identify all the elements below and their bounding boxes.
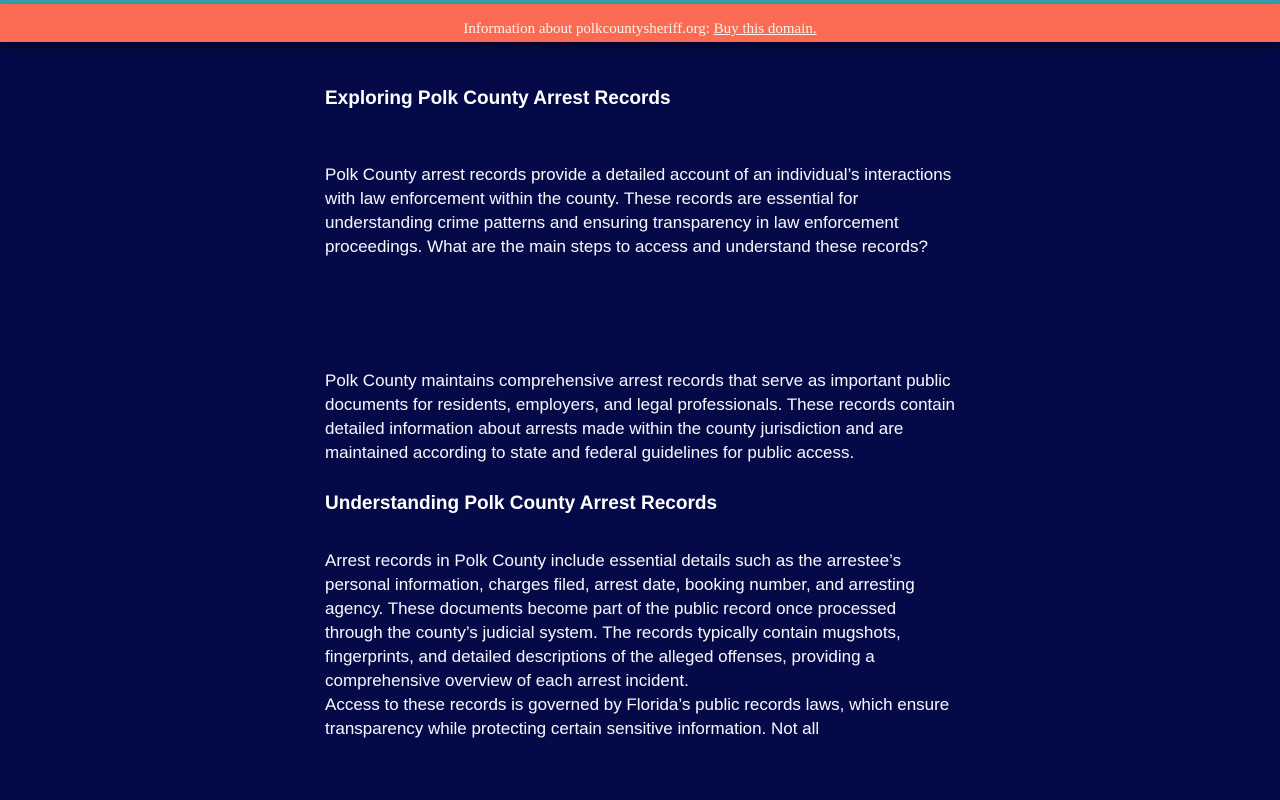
banner-text — [0, 4, 1280, 37]
paragraph-record-details: Arrest records in Polk County include essential details such as the arrestee’s personal information, charges filed, arrest date, booking number, and arresting agency. These documents become part of the public record once processed through the county’s judicial system. The records typically contain mugshots, fingerprints, and detailed descriptions of the alleged offenses, providing a comprehensive overview of each arrest incident. — [325, 551, 915, 690]
section-heading-exploring: Exploring Polk County Arrest Records — [325, 88, 671, 109]
domain-info-banner — [0, 4, 1280, 42]
paragraph-overview: Polk County maintains comprehensive arrest records that serve as important public documents for residents, employers, and legal professionals. These records contain detailed information about arrests made within the county jurisdiction and are maintained according to state and federal guidelines for public access. — [325, 371, 955, 462]
section-heading-understanding: Understanding Polk County Arrest Records — [325, 493, 718, 514]
banner-info-text: Information about polkcountysheriff.org: — [463, 21, 710, 37]
article-content — [325, 42, 955, 741]
paragraph-access-laws: Access to these records is governed by Florida’s public records laws, which ensure transparency while protecting certain sensitive information. Not all — [325, 695, 950, 738]
buy-domain-link[interactable]: Buy this domain. — [713, 21, 817, 37]
empty-ad-slot — [325, 259, 955, 369]
paragraph-intro: Polk County arrest records provide a detailed account of an individual’s interactions with law enforcement within the county. These records are essential for understanding crime patterns and ensuring transparency in law enforcement proceedings. What are the main steps to access and understand these records? — [325, 165, 952, 256]
